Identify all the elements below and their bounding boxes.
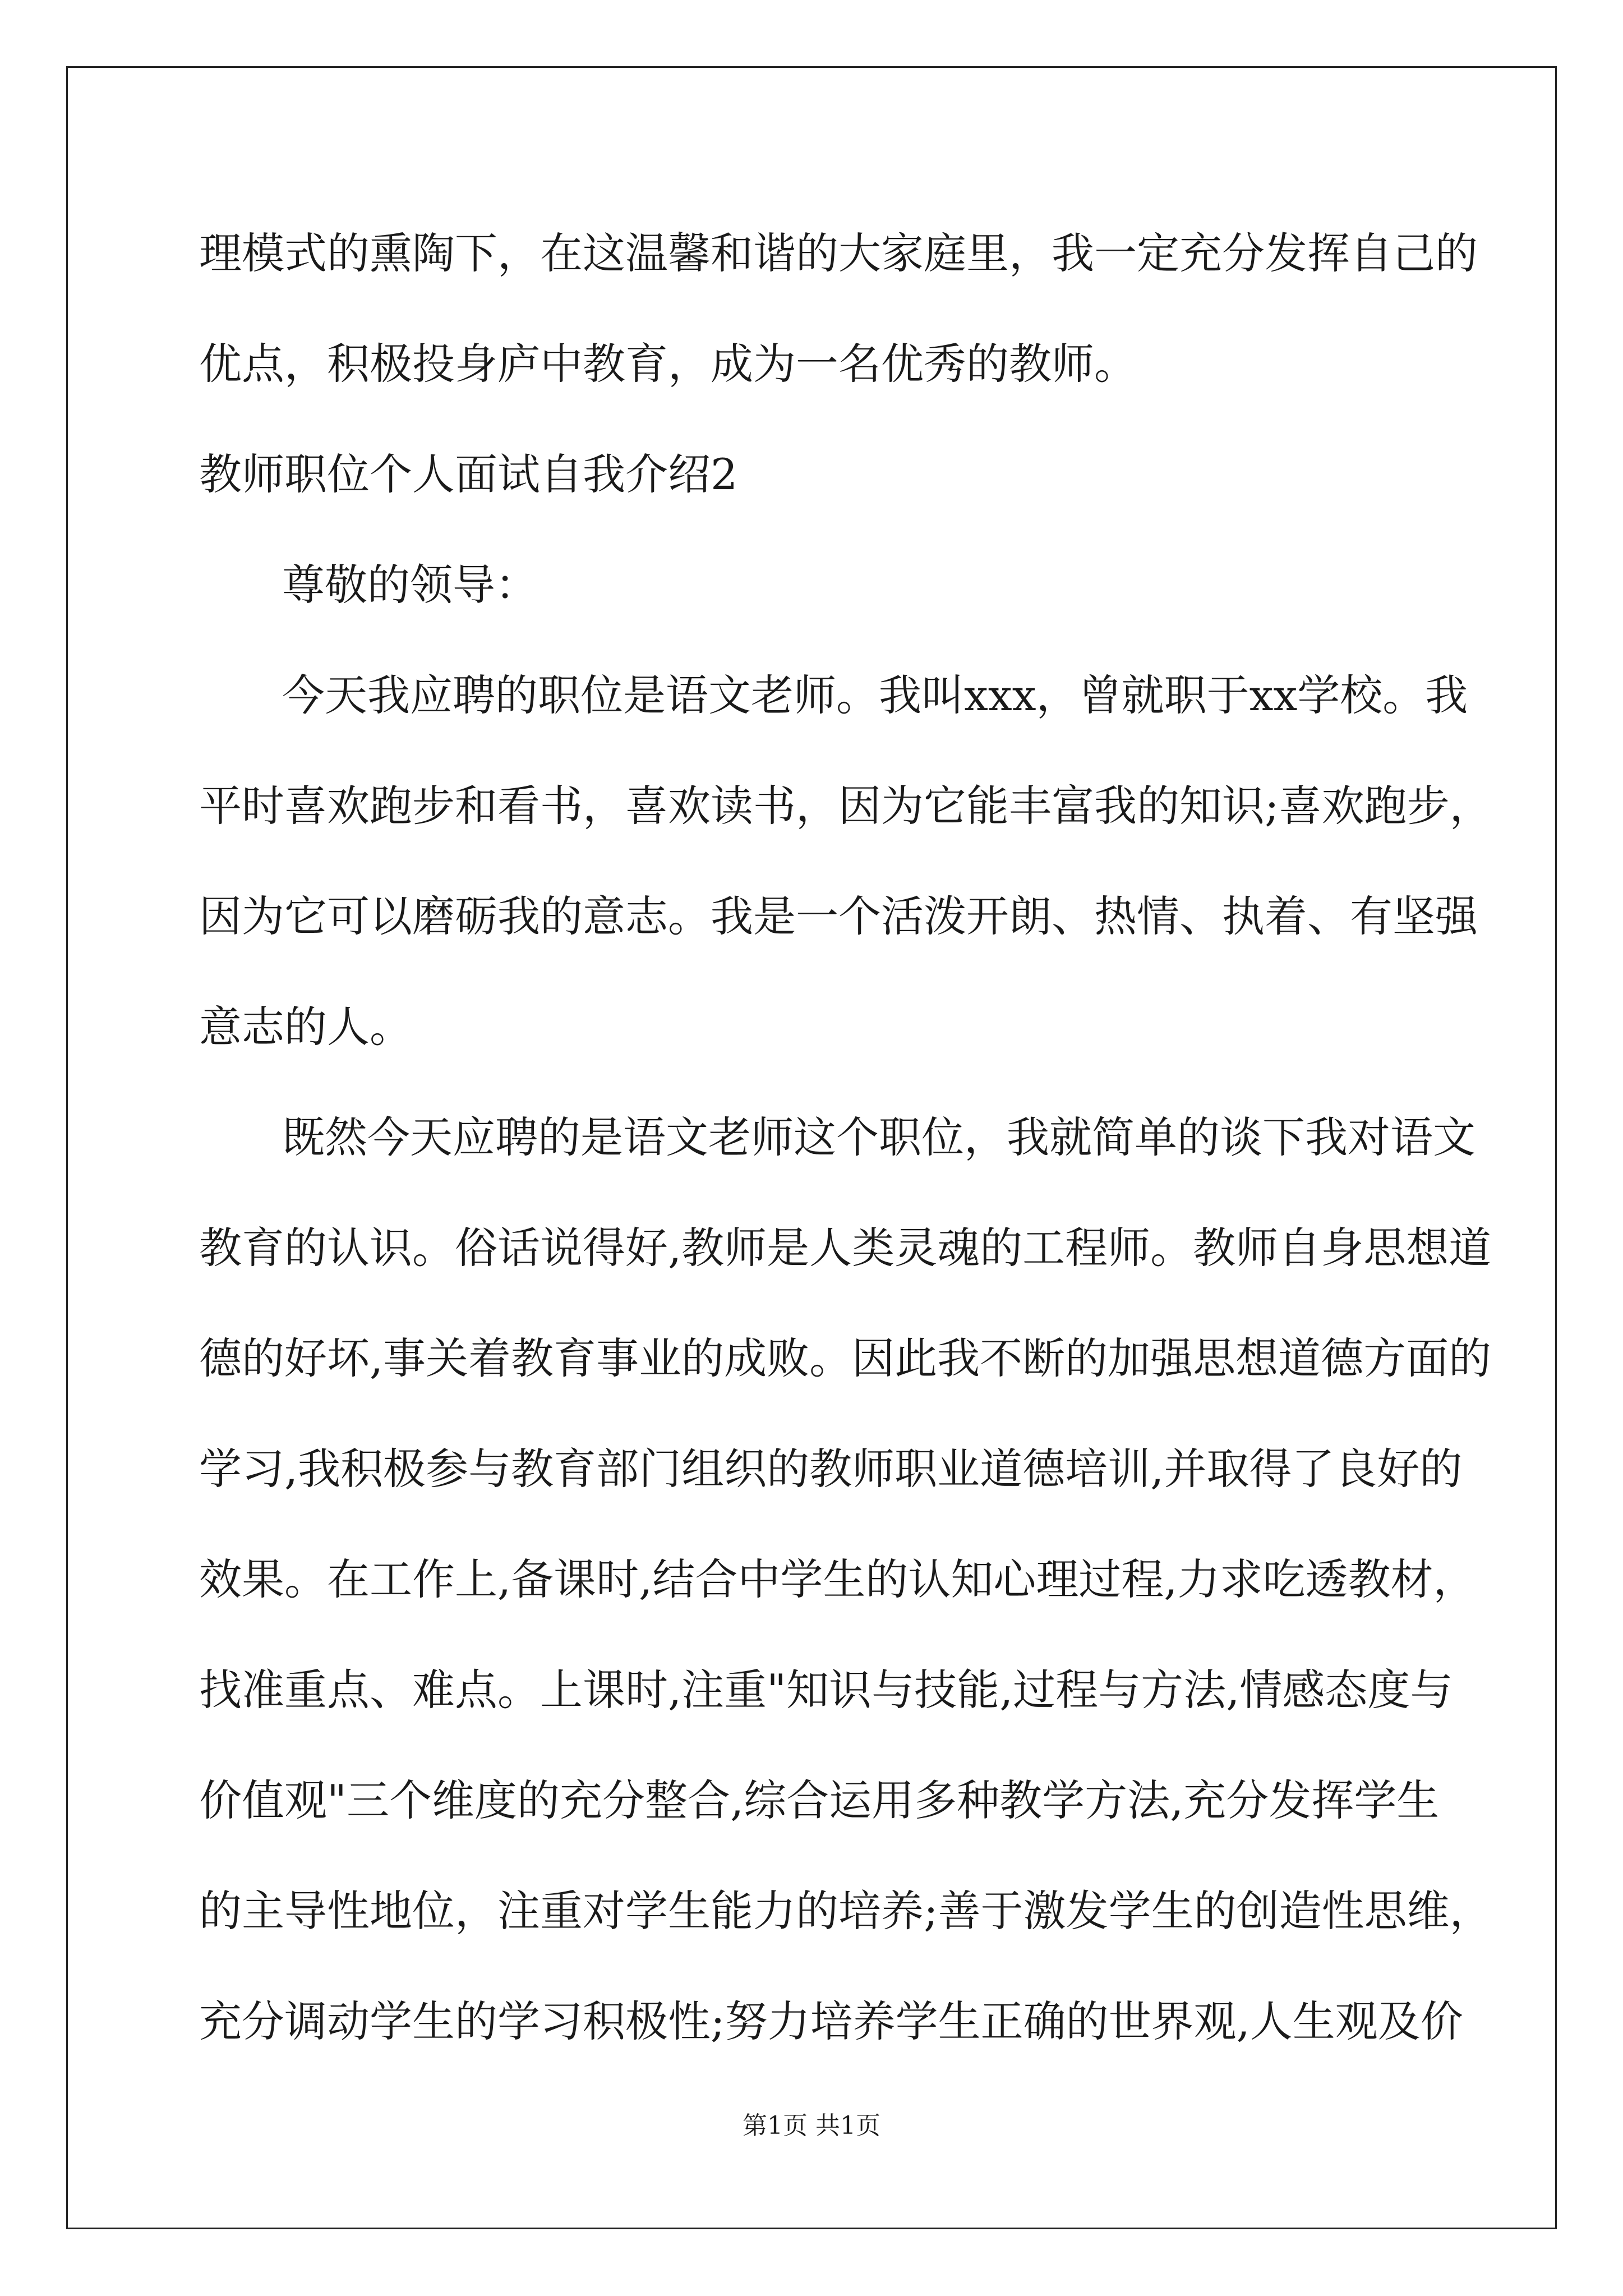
body-line-8: 意志的人。 xyxy=(199,1002,412,1052)
body-line-16: 的主导性地位，注重对学生能力的培养;善于激发学生的创造性思维， xyxy=(199,1886,1492,1936)
body-line-12: 学习,我积极参与教育部门组织的教师职业道德培训,并取得了良好的 xyxy=(199,1444,1463,1494)
body-line-15: 价值观"三个维度的充分整合,综合运用多种教学方法,充分发挥学生 xyxy=(199,1775,1440,1825)
body-line-7: 因为它可以磨砺我的意志。我是一个活泼开朗、热情、执着、有坚强 xyxy=(199,891,1478,941)
body-line-2: 优点，积极投身庐中教育，成为一名优秀的教师。 xyxy=(199,339,1137,389)
body-line-1: 理模式的熏陶下，在这温馨和谐的大家庭里，我一定充分发挥自己的 xyxy=(199,228,1478,278)
page-footer: 第1页 共1页 xyxy=(743,2111,880,2140)
section-heading: 教师职位个人面试自我介绍2 xyxy=(199,449,738,499)
body-line-14: 找准重点、难点。上课时,注重"知识与技能,过程与方法,情感态度与 xyxy=(199,1665,1453,1715)
body-line-6: 平时喜欢跑步和看书，喜欢读书，因为它能丰富我的知识;喜欢跑步， xyxy=(199,781,1492,831)
document-body xyxy=(199,209,1492,2087)
salutation: 尊敬的领导： xyxy=(282,560,538,610)
body-line-13: 效果。在工作上,备课时,结合中学生的认知心理过程,力求吃透教材， xyxy=(199,1554,1476,1604)
body-line-10: 教育的认识。俗话说得好,教师是人类灵魂的工程师。教师自身思想道 xyxy=(199,1223,1492,1273)
body-line-5: 今天我应聘的职位是语文老师。我叫xxx，曾就职于xx学校。我 xyxy=(282,670,1468,720)
body-line-9: 既然今天应聘的是语文老师这个职位，我就简单的谈下我对语文 xyxy=(282,1112,1476,1162)
body-line-17: 充分调动学生的学习积极性;努力培养学生正确的世界观,人生观及价 xyxy=(199,1996,1463,2046)
body-line-11: 德的好坏,事关着教育事业的成败。因此我不断的加强思想道德方面的 xyxy=(199,1333,1492,1383)
